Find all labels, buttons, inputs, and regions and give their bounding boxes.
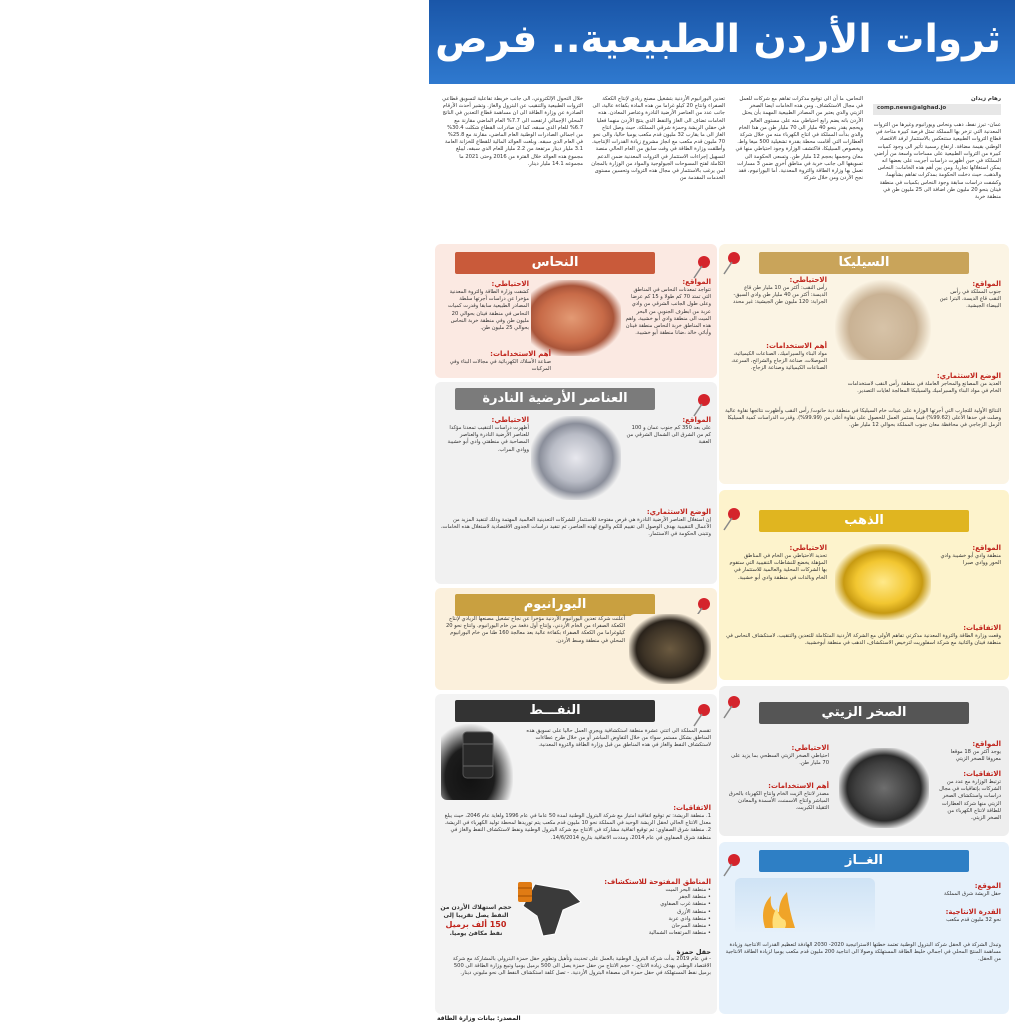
silica-uses-label: أهم الاستخدامات: [766,342,827,350]
uranium-title: اليورانيوم [455,594,655,616]
silica-reserve [727,276,827,307]
oil-zone-item: • منطقة السرحان [671,923,711,930]
oil-shale-reserve [727,744,829,767]
silica-invest-text: العديد من المصانع والمحاجر العاملة في منطقة رأس النقب لاستخدامات الخام في مواد البناء والسيراميك والسيليكا المعالجة لغايات التصدير. [847,381,1001,395]
copper-sites-label: المواقع: [682,278,711,286]
oil-stat-unit: نفط مكافئ يوميا. [449,930,503,937]
oil-shale-uses-text: مصدر لانتاج الزيت الخام وانتاج الكهرباء بالحرق المباشر وانتاج الاسمنت، الأسمدة والمعادن الثقيلة الكبريت. [728,791,829,812]
gold-sites-label: المواقع: [972,544,1001,552]
silica-reserve-text: رأس النقب: أكثر من 10 مليار طن قاع الديسة: أكثر من 40 مليار طن وادي السيق-الجرابة: 120 مليون طن الجيشية: غير محدد [732,285,827,306]
pushpin-icon [691,702,713,728]
silica-sites-label: المواقع: [972,280,1001,288]
copper-ore-image [531,280,621,356]
silica-title: السيليكا [759,252,969,274]
silica-uses-text: مواد البناء والسيراميك، الصناعات الكيميائية، الموصلات، صناعة الزجاج والشرائح، السرعة، الصناعات الكيميائية وصناعة الزجاج. [731,351,827,372]
oil-shale-uses [727,782,829,813]
pushpin-icon [721,506,743,532]
silica-note: النتائج الأولية للتجارب التي أجرتها الوزارة على عينات خام السيليكا في منطقة دبة حانوت/ رأس النقب وأظهرت نتائجها نقاوة عالية وصلت في حدها الأعلى (99.62%) فيما يستمر العمل للحصول على نقاوة أعلى من (99.99%). وقدرت الدراسات كمية السيليكا الرمل الزجاجي في محافظة معان جنوب المملكة بحوالي 12 مليار طن. [725,408,1001,429]
oil-title: النفـــط [455,700,655,722]
uranium-ore-image [629,614,711,684]
rare-invest-label: الوضع الاستثماري: [646,508,711,516]
gold-title: الذهب [759,510,969,532]
oil-zones [589,878,711,937]
oil-shale-title: الصخر الزيتي [759,702,969,724]
rare-earth-title: العناصر الأرضية النادرة [455,388,655,410]
silica-reserve-label: الاحتياطي: [789,276,827,284]
uranium-text: أعلنت شركة تعدين اليورانيوم الأردنية مؤخرا عن نجاح تشغيل مصنعها الريادي لإنتاج الكعكة الصفراء من الخام الأردني، وإنتاج أول دفعة من خام اليورانيوم. وانتاج نحو 20 كيلوغراما من الكعكة الصفراء بكفاءة عالية بعد معالجة 160 طنا من خام اليورانيوم المحلي في منطقة وسط الأردن. [445,616,625,644]
oil-shale-reserve-text: احتياطي الصخر الزيتي السطحي بما يزيد على 70 مليار طن. [731,753,829,767]
copper-uses-label: أهم الاستخدامات: [490,350,551,358]
rare-earth-ore-image [531,416,621,500]
oil-shale-uses-label: أهم الاستخدامات: [768,782,829,790]
gold-reserve-text: تحديد الاحتياطي من الخام في المناطق المؤهلة يخضع للنشاطات التنقيبية التي ستقوم بها الشركات المحلية والعالمية للاستثمار في الخام وبالذات في منطقة وادي أبو خشيبة. [729,553,827,581]
oil-zone-item: • منطقة الجفر [678,894,711,901]
oil-zone-item: • منطقة البحر الميت [665,887,711,893]
pushpin-icon [721,852,743,878]
silica-invest-label: الوضع الاستثماري: [936,372,1001,380]
silica-sand-image [835,280,931,360]
hamza-field-label: حقل حمزة [676,948,711,956]
oil-shale-rock-image [839,748,929,828]
oil-shale-sites-label: المواقع: [972,740,1001,748]
oil-zone-item: • منطقة وادي عربة [668,915,711,922]
rare-reserve [441,416,529,454]
copper-sites-text: تتواجد تمعدنات النحاس في المناطق التي تمتد 70 كم طولا و 15 كم عرضا وعلى طول الجانب الشرقي من وادي عربة من ابطرف الجنوبي من البحر الميت الى منطقة وادي أبو خشيبة. واهم هذه المناطق خربة النحاس منطقة فينان وأباثي خالد ،ضانا منطقة أبو خشيبة. [625,287,711,337]
oil-stat-label: حجم استهلاك الأردن من النفط يصل تقريبا إلى [440,904,512,919]
gas-capacity [891,908,1001,924]
oil-barrel-image [441,724,513,800]
gold-deals-text: وقعت وزارة الطاقة والثروة المعدنية مذكرتي تفاهم الأولى مع الشركة الأردنية المتكاملة للتعدين والتنقيب، لاستكشاف النحاس في منطقة فينان والثانية مع شركة اسفلوريت لترخيص الاستكشاف، الذهب في منطقة أبوخشيبة. [726,633,1001,647]
source-note: المصدر: بيانات وزارة الطاقة [437,1015,521,1022]
hamza-field-text: - في عام 2019 بدأت شركة البترول الوطنية بالعمل على تحديث وتأهيل وتطوير حقل حمزة البترولي بالمشاركة مع شركة الاقتصاد الوطني بهدف زيادة الانتاج. - حجم الانتاج من حقل حمزة يصل الى 500 برميل يوميا وتبيع وزارة الطاقة الى 500 برميل نفط المستهلكة في حقل حمزة الى مصفاة البترول الأردنية. - تصل كلفة استكشاف النفط الى نحو مليوني دينار. [452,956,711,977]
gas-text: وتبذل الشركة في الحقل شركة البترول الوطنية تعتمد خطتها الاستراتيجية 2020- 2030 الهادفة لتعظيم القدرات الانتاجية وزيادة مساهمة المنتج المحلي في اجمالي خليط الطاقة المستهلكة وصولا الى انتاجية 200 مليون قدم مكعب يوميا لزيادة الطاقة الانتاجية من الحقل. [725,942,1001,963]
gas-flame-image [735,878,875,934]
gas-sites-text: حقل الريشة شرق المملكة [943,891,1001,897]
rare-sites-text: على بعد 350 كم جنوب عمان و 100 كم من الشرق الى الشمال الشرقي من العقبة [626,425,711,446]
oil-shale-deals-label: الاتفاقيات: [963,770,1001,778]
pushpin-icon [691,254,713,280]
oil-shale-sites [935,740,1001,763]
intro-col-4: خلال التحول الإلكتروني، الى جانب خريطة تفاعلية لتسويق قطاعي الثروات الطبيعية والتنقيب عن البترول والغاز. وتشير أحدث الأرقام الصادرة عن وزارة الطاقة الى ان مساهمة قطاع التعدين في الناتج المحلي الإجمالي ارتفعت الى 7.7% العام الماضي مقارنة مع 6.7% للعام الذي سبقه، كما ان صادرات القطاع شكلت 30.4% من اجمالي الصادرات الوطنية العام الماضي، مقارنة مع 25.8% في العام الذي سبقه. وبلغت العوائد المالية للقطاع للخزانة العامة 3.1 مليار دينار مرتفعة من 2.2 مليار للعام الذي سبقه، ليبلغ مجموع هذه العوائد خلال الفترة من 2016 وحتى 2021 ما مجموعه 14.1 مليار دينار. [442,96,583,167]
oil-consumption-stat [439,880,513,938]
copper-reserve-label: الاحتياطي: [491,280,529,288]
oil-zones-list [589,887,711,937]
intro-col-3: تعدين اليورانيوم الأردنية بتشغيل مصنع ريادي لإنتاج الكعكة الصفراء وانتاج 20 كيلو غراما من هذه المادة بكفاءة عالية، الى جانب عدد من العناصر الأرضية النادرة وعناصر المعادن. هذه الخامات تضاف الى الغاز والنفط الذي ينتج الأردن منهما فعليا في حقلي الريشة وحمزة شرقي المملكة، حيث وصل انتاج الغاز الى ما يقارب 32 مليون قدم مكعب يوميا حاليا، والى نحو 70 مليون قدم مكعب مع انجاز مشروع زيادة القدرات الإنتاجية. وأطلقت وزارة الطاقة في وقت سابق من العام الحالي منصة لتسهيل إجراءات الاستثمار في الثروات المعدنية ضمن الدعم الكاملة لفتح المسوحات الجيولوجية والمواد من الوزارة بالمجان لمن يرغب بالاستثمار في مجال هذه الثروات وتحسين مستوى الخدمات المقدمة من [591,96,725,182]
page-title: ثروات الأردن الطبيعية.. فرص واعدة تنتظر الاستثمار [0,17,1001,62]
pushpin-icon [721,250,743,276]
gold-sites-text: منطقة وادي أبو خشيبة وادي الحور ووادي صبرا [940,553,1001,567]
oil-zone-item: • منطقة غرب الصفاوي [660,901,711,908]
rare-sites [625,416,711,447]
copper-sites [625,278,711,371]
oil-deals [441,804,711,877]
intro-col-1: عمان- تبرز نفط، ذهب ونحاس ويورانيوم وغيرها من الثروات المعدنية التي تزخر بها المملكة تمثل فرصة كبيرة متاحة في قطاع الثروات الطبيعية ستنعكس بالاستثمار لرفد الاقتصاد الوطني بقيمة مضافة. ارتفاع رسمية تأثير الى وجود كميات كبيرة من الثروات الطبيعية على مساحات واسعة من أراضي المملكة في حين أظهرت دراسات أجريت على بعضها انه يمكن استغلالها تجاريا. ومن بين أهم هذه الخامات: النحاس والذهب، حيث دخلت الحكومة بمذكرات تفاهم بشأنهما، وكشفت دراسات سابقة وجود النحاس بكميات في منطقة فينان بنحو 20 مليون طن اضافة الى 25 مليون طن في منطقة خربة [873,122,1001,201]
gold-deals [725,624,1001,647]
hamza-field [441,948,711,1008]
copper-title: النحاس [455,252,655,274]
author-email: comp.news@alghad.jo [877,105,947,111]
gas-sites-label: الموقع: [974,882,1001,890]
silica-invest [841,372,1001,395]
rare-invest-text: إن استغلال العناصر الأرضية النادرة هي فرص مفتوحة للاستثمار للشركات التعدينية العالمية المهتمة وذلك لتنفيذ المزيد من الأعمال التنقيبية بهدف الوصول الى تقييم للكم والنوع لهذه العناصر، ثم تنفيذ دراسات الجدوى الاقتصادية لاستغلال هذه الخامات، وتتبنى الحكومة في الاستثمار. [440,517,711,538]
oil-zone-item: • منطقة الأزرق [677,908,711,915]
author-name: رهام زيدان [971,96,1001,102]
silica-sites [939,280,1001,311]
author-email-box [873,104,1001,115]
gas-title: الغــاز [759,850,969,872]
author-box [873,96,1001,118]
silica-sites-text: جنوب المملكة في رأس النقب قاع الديسة، البترا عين البيضاء الجيشية. [939,289,1001,310]
oil-stat-number: 150 ألف برميل [445,920,507,929]
rare-invest [441,508,711,581]
oil-deals-text: 1. منطقة الريشة: تم توقيع اتفاقية امتياز مع شركة البترول الوطنية لمدة 50 عاما في عام 1996 ولغاية عام 2046، حيث يبلغ معدل الانتاج الحالي لحقل الريشة الوحيد في المملكة نحو 10 مليون قدم مكعب يتم توريدها لمحطة توليد الكهرباء في الريشة. 2. منطقة شرق الصفاوي: تم توقيع اتفاقية مشاركة في الانتاج مع شركة البترول الوطنية ونفط لاستكشاف النفط والغاز في منطقة شرق الصفاوي في عام 2014، ومددت الاتفاقية بتاريخ 14/6/2014. [444,813,711,841]
intro-col-2: النحاس، ما أن الى توقيع مذكرات تفاهم مع شركات للعمل في مجال الاستكشاف. ومن هذه الخامات ايضا الصخر الزيتي والذي يعتبر من المصادر الطبيعية المهمة بأن يحتل الأردن بانه يضم رابع احتياطي منه على مستوى العالم ويحجم يقدر بنحو 40 مليار الى 70 مليار طن من هذا الخام والذي بدأت المملكة في انتاج الكهرباء منه من خلال شركة العطارات التي أقامت محطة بقدرة تشغيلية 500 ميغا واط. وبخصوص السيليكا، فاكتشف الوزارة وجود احتياطي منها في معان وحجمها بحجم 12 مليار طن. وتسعى الحكومة الى تسويقها الى جانب خربة في مناطق أخرى ضمن 3 مسارات تعمل بها وزارة الطاقة والثروة المعدنية. أما اليورانيوم، فقد نجح الأردن ومن خلال شركة [735,96,863,182]
oil-drum-icon [513,880,537,904]
copper-reserve-text: كشفت وزارة الطاقة والثروة المعدنية مؤخرا عن دراسات أجرتها سلطة المصادر الطبيعية سابقا وقدرت كميات النحاس في منطقة فينان بحوالي 20 مليون طن وفي منطقة خربة النحاس بحوالي 25 مليون طن. [448,289,529,332]
oil-shale-sites-text: يوجد أكثر من 18 موقعا معروفا للصخر الزيتي [950,749,1001,763]
oil-zone-item: • منطقة المرتفعات الشمالية [648,930,711,937]
pushpin-icon [691,392,713,418]
oil-zones-label: المناطق المفتوحة للاستكشاف: [604,878,711,886]
gold-deals-label: الاتفاقيات: [963,624,1001,632]
rare-reserve-text: أظهرت دراسات التنقيب تمعدنا مؤكدا للعناصر الأرضية النادرة والعناصر المصاحبة في منطقتي وادي أبو خشيبة ووادي المراب. [447,425,529,453]
header-banner [0,0,1015,84]
gas-capacity-label: القدرة الانتاجية: [945,908,1001,916]
oil-shale-deals-text: ترتبط الوزارة مع عدد من الشركات بإتفاقيات في مجال دراسات واستكشاف الصخر الزيتي منها شركة العطارات للطاقة لانتاج الكهرباء من الصخر الزيتي. [939,779,1001,822]
oil-shale-deals [935,770,1001,837]
copper-uses-text: صناعة الأسلاك الكهربائية في مجالات البناء وفي المركبات [449,359,551,373]
gold-reserve [727,544,827,582]
copper-uses [441,350,551,373]
gold-sites [937,544,1001,567]
rare-reserve-label: الاحتياطي: [491,416,529,424]
copper-reserve [441,280,529,332]
rare-sites-label: المواقع: [682,416,711,424]
oil-deals-label: الاتفاقيات: [673,804,711,812]
gold-reserve-label: الاحتياطي: [789,544,827,552]
silica-uses [727,342,827,373]
pushpin-icon [721,694,743,720]
gas-capacity-text: نحو 32 مليون قدم مكعب [946,917,1001,923]
oil-text: تقسم المملكة الى اثنتي عشرة منطقة استكشافية ويجري العمل حاليا على تسويق هذه المناطق بشكل مستمر سواء من خلال التفاوض المباشر أو من خلال طرح عطاءات لاستكشاف النفط والغاز في هذه المناطق من قبل وزارة الطاقة والثروة المعدنية. [526,728,711,749]
gas-sites [891,882,1001,898]
oil-shale-reserve-label: الاحتياطي: [791,744,829,752]
gold-nugget-image [835,544,931,620]
